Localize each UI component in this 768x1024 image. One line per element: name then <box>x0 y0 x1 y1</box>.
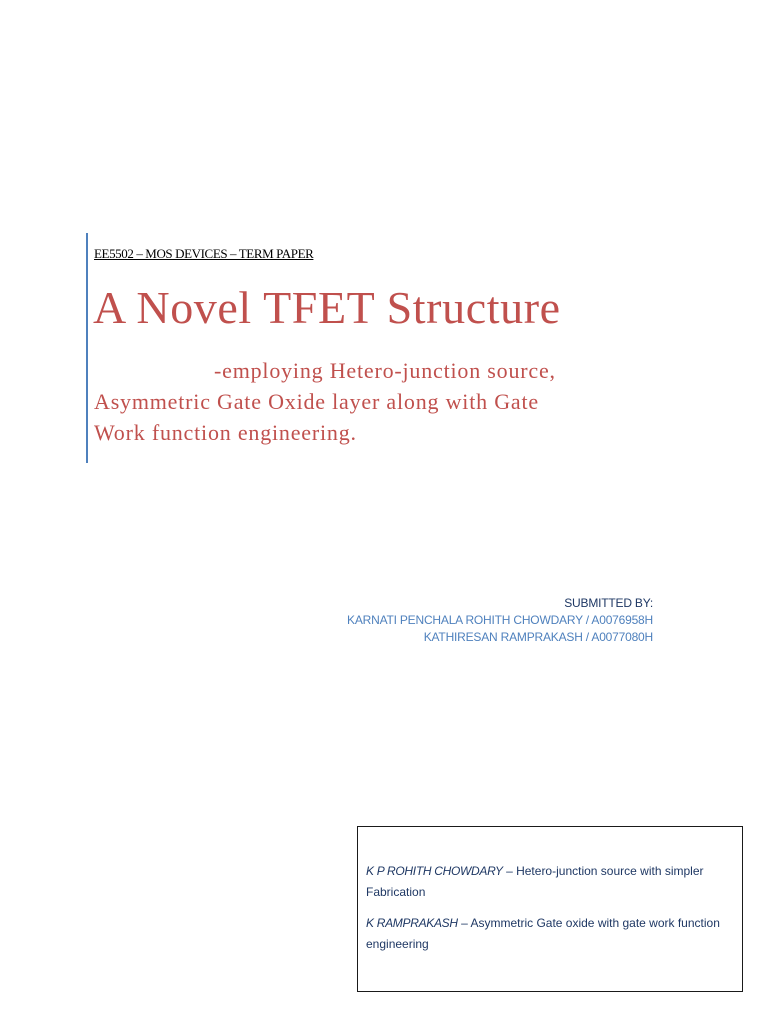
contributor-name: K RAMPRAKASH <box>366 916 458 930</box>
author-line: KATHIRESAN RAMPRAKASH / A0077080H <box>423 630 653 644</box>
subtitle-line-1: -employing Hetero-junction source, <box>214 358 556 383</box>
submitted-by-label: SUBMITTED BY: <box>564 596 653 610</box>
contribution-item <box>366 861 722 903</box>
subtitle-line-3: Work function engineering. <box>94 420 357 445</box>
contribution-box <box>357 826 743 992</box>
contribution-item <box>366 913 722 955</box>
contribution-text: – Asymmetric Gate oxide with gate work function engineering <box>366 916 720 951</box>
subtitle-line-2: Asymmetric Gate Oxide layer along with Gate <box>94 389 539 414</box>
author-line: KARNATI PENCHALA ROHITH CHOWDARY / A0076958H <box>347 613 653 627</box>
paper-title: A Novel TFET Structure <box>93 282 561 333</box>
submitted-by-block <box>347 595 653 646</box>
contribution-text: – Hetero-junction source with simpler Fabrication <box>366 864 704 899</box>
contributor-name: K P ROHITH CHOWDARY <box>366 864 503 878</box>
course-header: EE5502 – MOS DEVICES – TERM PAPER <box>94 246 314 261</box>
paper-subtitle <box>94 355 654 448</box>
accent-bar <box>86 233 88 463</box>
